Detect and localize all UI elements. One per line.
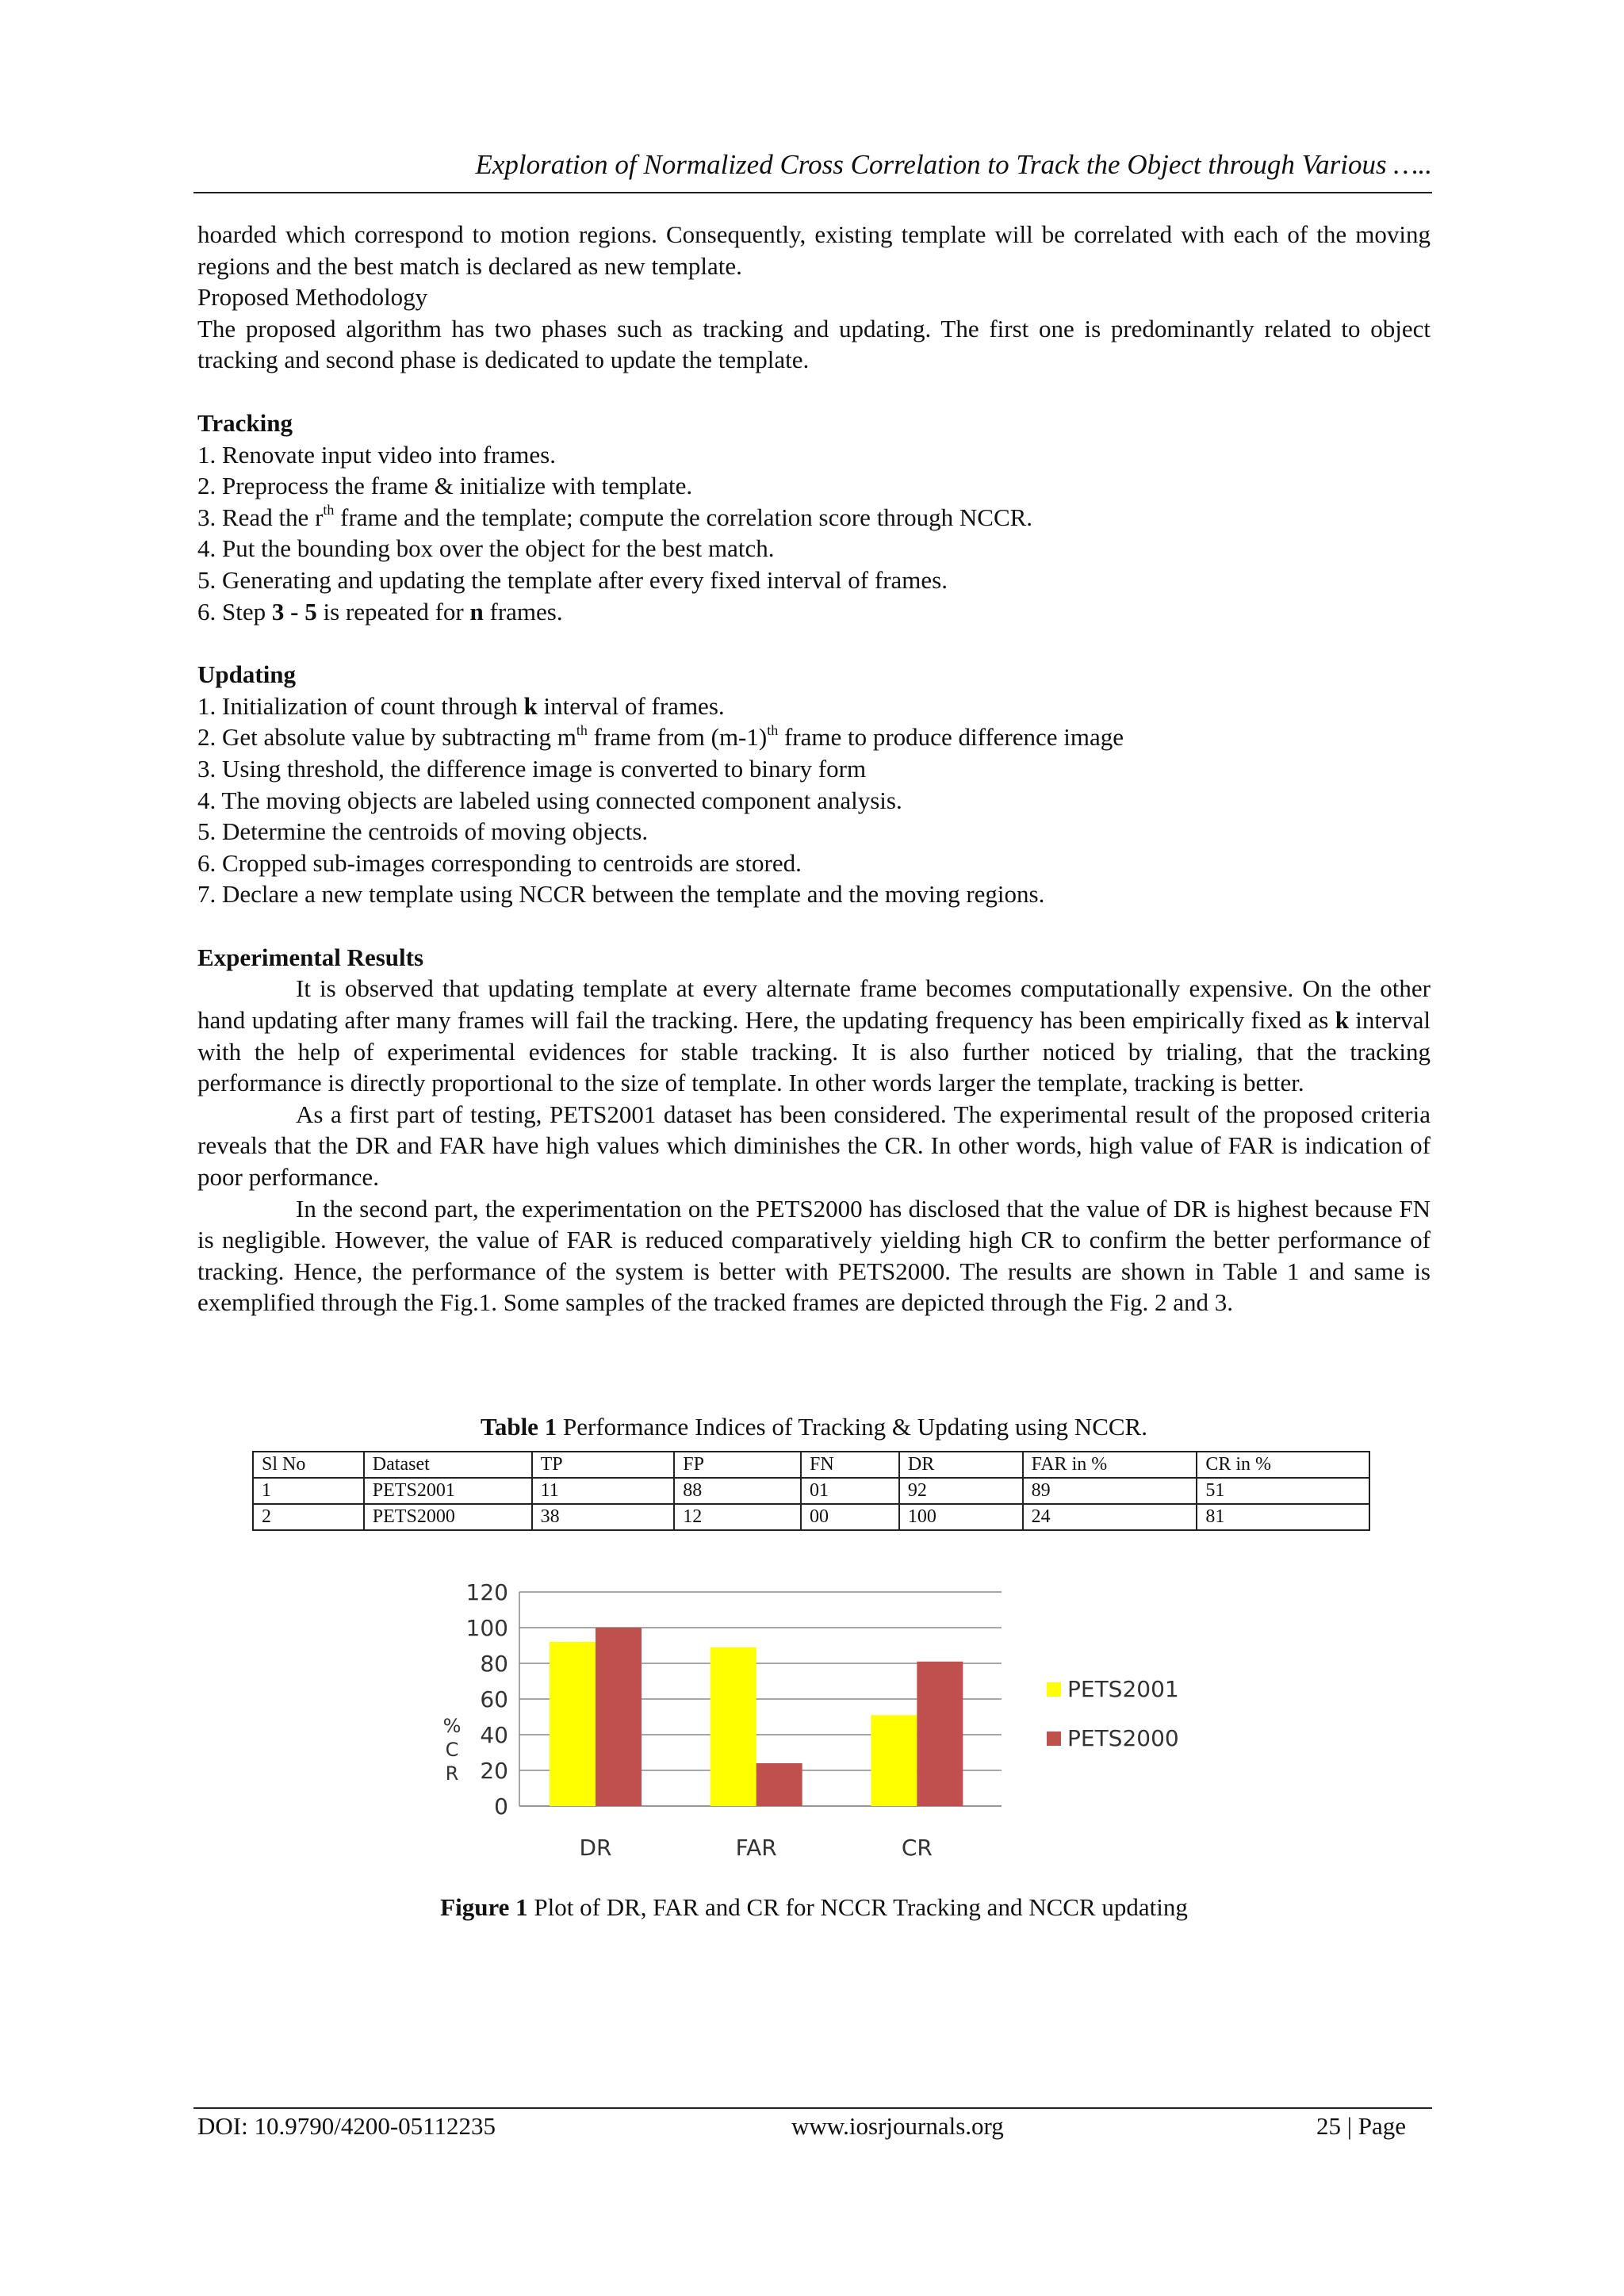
bar-pets2001-far xyxy=(710,1647,756,1806)
table-header-cell: FP xyxy=(674,1452,801,1478)
performance-table xyxy=(252,1451,1370,1531)
methodology-label: Proposed Methodology xyxy=(197,283,428,312)
y-tick-label: 120 xyxy=(465,1579,508,1605)
body-text xyxy=(197,219,1431,1318)
intro-paragraph: hoarded which correspond to motion regions. Consequently, existing template will be correlated with each of the moving regions and the best match is declared as new template. xyxy=(197,220,1431,280)
tracking-heading: Tracking xyxy=(197,408,293,437)
updating-step-2: 2. Get absolute value by subtracting $m^{th}$ frame from $(m-1)^{th}$ frame to produce difference image xyxy=(197,721,1124,752)
updating-heading: Updating xyxy=(197,660,297,689)
table-cell: 2 xyxy=(253,1504,364,1530)
y-tick-label: 80 xyxy=(480,1651,508,1677)
updating-step-6: 6. Cropped sub-images corresponding to centroids are stored. xyxy=(197,848,802,877)
bar-pets2000-dr xyxy=(596,1628,642,1806)
tracking-step-1: 1. Renovate input video into frames. xyxy=(197,440,556,469)
methodology-paragraph: The proposed algorithm has two phases such as tracking and updating. The first one is predominantly related to object tracking and second phase is dedicated to update the template. xyxy=(197,314,1431,374)
updating-step-7: 7. Declare a new template using NCCR between the template and the moving regions. xyxy=(197,880,1045,909)
table-header-cell: TP xyxy=(532,1452,675,1478)
results-paragraph-2: As a first part of testing, PETS2001 dataset has been considered. The experimental result of the proposed criteria reveals that the DR and FAR have high values which diminishes the CR. In other words, high value of FAR is indication of poor performance. xyxy=(197,1100,1431,1192)
table-header-cell: FN xyxy=(801,1452,899,1478)
bar-pets2000-cr xyxy=(917,1662,963,1806)
header-rule xyxy=(193,192,1432,193)
legend-swatch-pets2001 xyxy=(1047,1682,1061,1697)
results-heading: Experimental Results xyxy=(197,943,424,971)
y-axis-label: R xyxy=(445,1762,459,1785)
footer-website: www.iosrjournals.org xyxy=(791,2112,1004,2140)
legend-label: PETS2000 xyxy=(1067,1725,1179,1751)
table-cell: 24 xyxy=(1023,1504,1197,1530)
bar-pets2000-far xyxy=(756,1763,802,1806)
legend-swatch-pets2000 xyxy=(1047,1732,1061,1746)
table-cell: 00 xyxy=(801,1504,899,1530)
x-tick-label: DR xyxy=(579,1835,612,1861)
figure-caption: Figure 1 Plot of DR, FAR and CR for NCCR Tracking and NCCR updating xyxy=(440,1893,1188,1921)
updating-step-1: 1. Initialization of count through k interval of frames. xyxy=(197,691,725,720)
footer-rule xyxy=(193,2107,1432,2109)
updating-step-3: 3. Using threshold, the difference image is converted to binary form xyxy=(197,754,867,783)
table-cell: 100 xyxy=(899,1504,1023,1530)
table-cell: 01 xyxy=(801,1478,899,1504)
table-cell: 1 xyxy=(253,1478,364,1504)
table-row xyxy=(253,1478,1369,1504)
y-tick-label: 60 xyxy=(480,1686,508,1712)
table-header-cell: Sl No xyxy=(253,1452,364,1478)
table-cell: 89 xyxy=(1023,1478,1197,1504)
y-axis-label: C xyxy=(445,1739,459,1761)
table-header-cell: FAR in % xyxy=(1023,1452,1197,1478)
table-header-cell: Dataset xyxy=(364,1452,532,1478)
bar-chart xyxy=(428,1574,1221,1867)
table-cell: 11 xyxy=(532,1478,675,1504)
x-tick-label: FAR xyxy=(735,1835,777,1861)
results-paragraph-1: It is observed that updating template at every alternate frame becomes computationally expensive. On the other hand updating after many frames will fail the tracking. Here, the updating frequency has been empirically fixed as k interval with the help of experimental evidences for stable tracking. It is also further noticed by trialing, that the tracking performance is directly proportional to the size of template. In other words larger the template, tracking is better. xyxy=(197,974,1431,1097)
updating-step-5: 5. Determine the centroids of moving objects. xyxy=(197,817,649,846)
table-row xyxy=(253,1504,1369,1530)
footer-doi: DOI: 10.9790/4200-05112235 xyxy=(197,2112,496,2140)
y-tick-label: 40 xyxy=(480,1722,508,1748)
y-tick-label: 20 xyxy=(480,1758,508,1784)
table-caption: Table 1 Performance Indices of Tracking & Updating using NCCR. xyxy=(481,1413,1147,1441)
bar-pets2001-dr xyxy=(550,1642,596,1806)
y-tick-label: 100 xyxy=(465,1615,508,1641)
tracking-step-6: 6. Step 3 - 5 is repeated for n frames. xyxy=(197,597,563,626)
table-cell: PETS2000 xyxy=(364,1504,532,1530)
table-header-row xyxy=(253,1452,1369,1478)
y-tick-label: 0 xyxy=(494,1793,508,1820)
legend-label: PETS2001 xyxy=(1067,1676,1179,1702)
table-cell: PETS2001 xyxy=(364,1478,532,1504)
table-cell: 88 xyxy=(674,1478,801,1504)
tracking-step-2: 2. Preprocess the frame & initialize with template. xyxy=(197,472,693,500)
table-header-cell: DR xyxy=(899,1452,1023,1478)
table-cell: 38 xyxy=(532,1504,675,1530)
table-header-cell: CR in % xyxy=(1197,1452,1369,1478)
y-axis-label: % xyxy=(442,1715,462,1737)
table-cell: 12 xyxy=(674,1504,801,1530)
x-tick-label: CR xyxy=(901,1835,933,1861)
table-cell: 81 xyxy=(1197,1504,1369,1530)
table-cell: 51 xyxy=(1197,1478,1369,1504)
updating-step-4: 4. The moving objects are labeled using connected component analysis. xyxy=(197,786,902,814)
running-title: Exploration of Normalized Cross Correlation to Track the Object through Various ….. xyxy=(475,149,1432,180)
results-paragraph-3: In the second part, the experimentation on the PETS2000 has disclosed that the value of DR is highest because FN is negligible. However, the value of FAR is reduced comparatively yielding high CR to confirm the better performance of tracking. Hence, the performance of the system is better with PETS2000. The results are shown in Table 1 and same is exemplified through the Fig.1. Some samples of the tracked frames are depicted through the Fig. 2 and 3. xyxy=(197,1194,1431,1317)
tracking-step-4: 4. Put the bounding box over the object for the best match. xyxy=(197,534,775,563)
table-cell: 92 xyxy=(899,1478,1023,1504)
bar-pets2001-cr xyxy=(871,1715,917,1806)
footer-page-number: 25 | Page xyxy=(1316,2112,1406,2140)
tracking-step-3: 3. Read the $r^{th}$ frame and the template; compute the correlation score through NCCR. xyxy=(197,502,1033,531)
tracking-step-5: 5. Generating and updating the template after every fixed interval of frames. xyxy=(197,565,948,594)
